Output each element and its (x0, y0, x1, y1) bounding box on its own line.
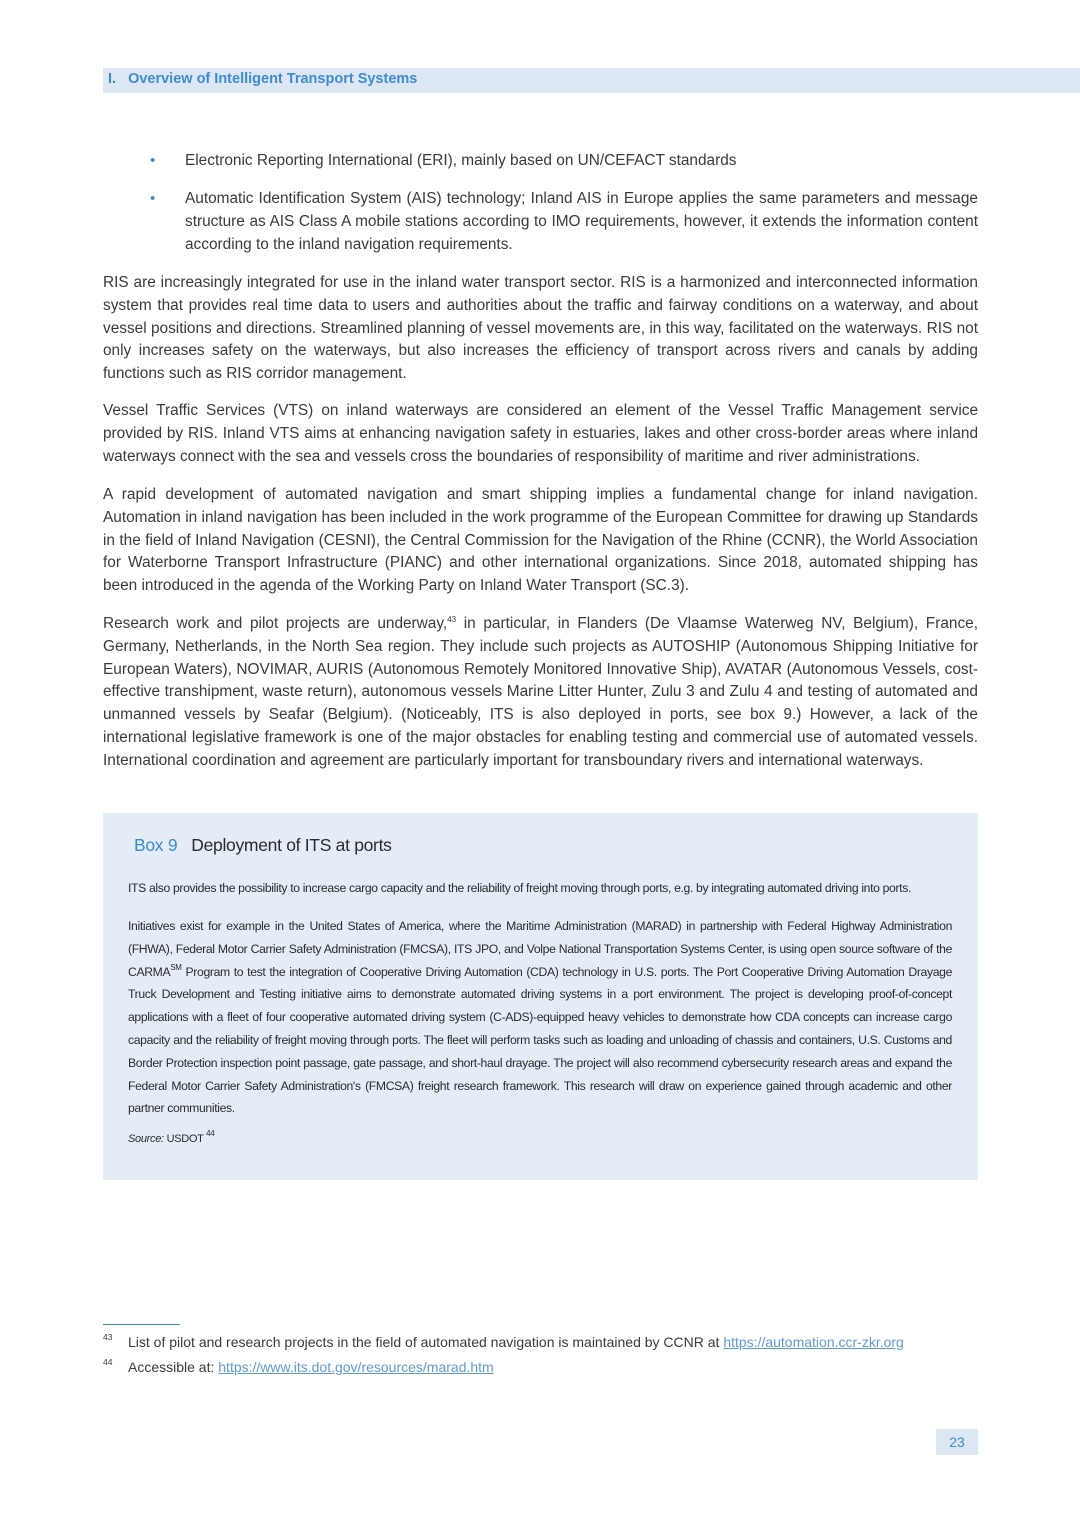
box-heading (134, 835, 392, 856)
paragraph-automation: A rapid development of automated navigation and smart shipping implies a fundamental change for inland navigation. Automation in inland navigation has been included in the work programme of the European Committee for drawing up Standards in the field of Inland Navigation (CESNI), the Central Commission for the Navigation of the Rhine (CCNR), the World Association for Waterborne Transport Infrastructure (PIANC) and other international organizations. Since 2018, automated shipping has been introduced in the agenda of the Working Party on Inland Water Transport (SC.3). (103, 486, 978, 595)
page-number: 23 (936, 1429, 978, 1455)
box-9 (103, 813, 978, 1180)
paragraph-ris: RIS are increasingly integrated for use in the inland water transport sector. RIS is a harmonized and interconnected information system that provides real time data to users and authorities about the traffic and fairway conditions on a waterway, and about vessel positions and directions. Streamlined planning of vessel movements are, in this way, facilitated on the waterways. RIS not only increases safety on the waterways, but also increases the efficiency of transport across rivers and canals by adding functions such as RIS corridor management. (103, 274, 978, 383)
footnote-ref-43[interactable]: 43 (447, 615, 457, 624)
box-title: Deployment of ITS at ports (191, 835, 392, 855)
paragraph-vts: Vessel Traffic Services (VTS) on inland waterways are considered an element of the Vessel Traffic Management service provided by RIS. Inland VTS aims at enhancing navigation safety in estuaries, lakes and other cross-border areas where inland waterways connect with the sea and vessels cross the boundaries of responsibility of maritime and river administrations. (103, 402, 978, 465)
footnote-link[interactable]: https://automation.ccr-zkr.org (723, 1334, 904, 1350)
bullet-text: Electronic Reporting International (ERI), mainly based on UN/CEFACT standards (185, 152, 737, 169)
source-label: Source: (128, 1133, 164, 1145)
section-title: Overview of Intelligent Transport Systems (128, 71, 418, 87)
paragraph-research-rest: in particular, in Flanders (De Vlaamse Waterweg NV, Belgium), France, Germany, Netherlands, in the North Sea region. They include such projects as AUTOSHIP (Autonomous Shipping Initiative for European Waters), NOVIMAR, AURIS (Autonomous Remotely Monitored Innovative Ship), AVATAR (Autonomous Vessels, cost-effective transhipment, waste return), autonomous vessels Marine Litter Hunter, Zulu 3 and Zulu 4 and testing of automated and unmanned vessels by Seafar (Belgium). (Noticeably, ITS is also deployed in ports, see box 9.) However, a lack of the international legislative framework is one of the major obstacles for enabling testing and commercial use of automated vessels. International coordination and agreement are particularly important for transboundary rivers and international waterways. (103, 615, 978, 769)
section-number: I. (108, 71, 117, 87)
footnote-text: List of pilot and research projects in the field of automated navigation is maintained by CCNR at (128, 1334, 724, 1350)
footnote-43 (103, 1334, 978, 1350)
paragraph-research-start: Research work and pilot projects are underway, (103, 615, 448, 632)
footnote-number: 44 (103, 1357, 113, 1367)
footnote-ref-44[interactable]: 44 (206, 1129, 215, 1138)
footnote-text: Accessible at: (128, 1359, 219, 1375)
bullet-item (150, 150, 978, 173)
bullet-dot-icon: • (150, 152, 156, 169)
footnote-separator (103, 1324, 180, 1325)
section-header (108, 71, 417, 87)
bullet-dot-icon: • (150, 190, 156, 207)
box-paragraph-2-start: Initiatives exist for example in the United States of America, where the Maritime Administration (MARAD) in partnership with Federal Highway Administration (FHWA), Federal Motor Carrier Safety Administration (FMCSA), ITS JPO, and Volpe National Transportation Systems Center, is using open source software of the CARMA (128, 919, 952, 979)
box-source (128, 1129, 215, 1145)
box-paragraph-2 (128, 915, 952, 1120)
source-text: USDOT (166, 1133, 204, 1145)
bullet-text: Automatic Identification System (AIS) technology; Inland AIS in Europe applies the same parameters and message structure as AIS Class A mobile stations according to IMO requirements, however, it extends the information content according to the inland navigation requirements. (185, 190, 978, 253)
bullet-item (150, 188, 978, 256)
box-paragraph-2-rest: Program to test the integration of Cooperative Driving Automation (CDA) technology in U.S. ports. The Port Cooperative Driving Automation Drayage Truck Development and Testing initiative aims to demonstrate automated driving systems in a port environment. The project is developing proof-of-concept applications with a fleet of four cooperative automated driving system (C-ADS)-equipped heavy vehicles to demonstrate how CDA concepts can increase cargo capacity and the reliability of freight moving through ports. The fleet will perform tasks such as loading and unloading of chassis and containers, U.S. Customs and Border Protection inspection point passage, gate passage, and short-haul drayage. The project will also recommend cybersecurity research areas and expand the Federal Motor Carrier Safety Administration's (FMCSA) freight research framework. This research will draw on experience gained through academic and other partner communities. (128, 964, 952, 1116)
footnote-44 (103, 1359, 978, 1375)
box-paragraph-1: ITS also provides the possibility to increase cargo capacity and the reliability of freight moving through ports, e.g. by integrating automated driving into ports. (128, 881, 911, 895)
paragraph-research (103, 613, 978, 773)
box-label: Box 9 (134, 835, 178, 855)
footnote-link[interactable]: https://www.its.dot.gov/resources/marad.htm (218, 1359, 494, 1375)
service-mark: SM (170, 962, 182, 972)
footnote-number: 43 (103, 1332, 113, 1342)
